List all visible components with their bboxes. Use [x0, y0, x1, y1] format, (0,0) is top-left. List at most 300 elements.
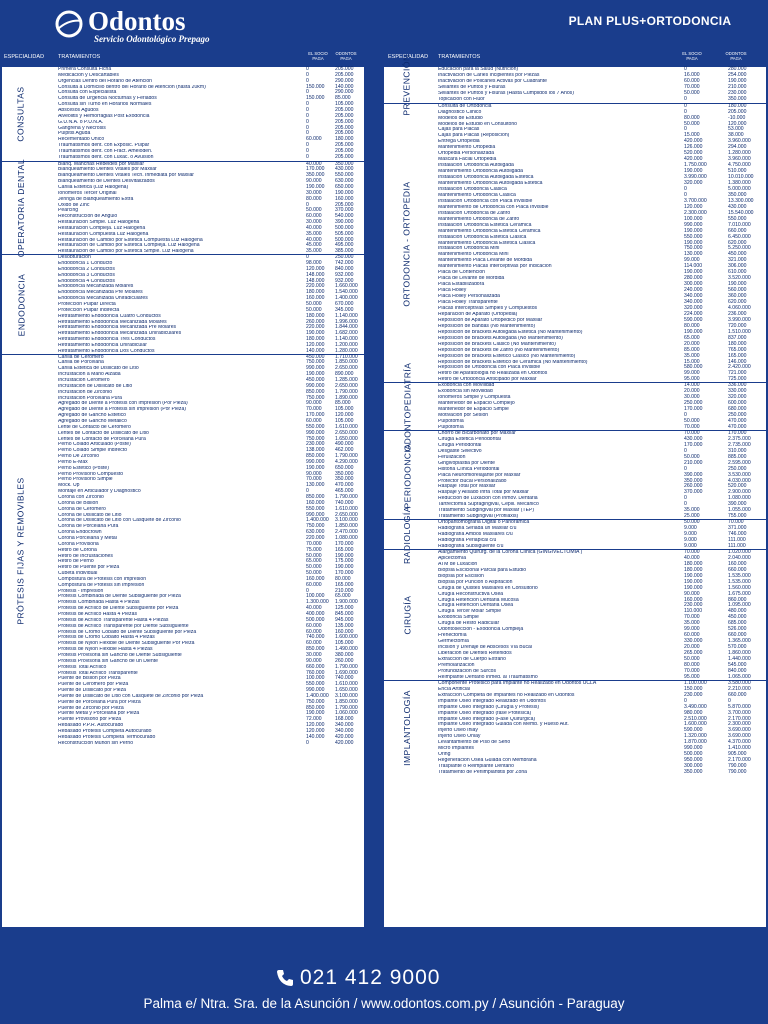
- treatment-name: Mantenedor de Espacio Simple: [438, 407, 509, 413]
- socio-paga-value: 0: [684, 95, 687, 102]
- treatment-name: Mock. Up: [58, 483, 80, 489]
- socio-paga-value: 400.000: [306, 611, 325, 618]
- odontos-paga-value: 746.000: [728, 531, 747, 538]
- treatment-name: Retiro de Corona: [58, 547, 97, 553]
- odontos-paga-value: 790.000: [728, 769, 747, 776]
- socio-paga-value: 9.000: [684, 542, 697, 549]
- odontos-paga-value: 2.595.000: [728, 459, 751, 466]
- table-row: [438, 705, 766, 711]
- treatment-name: Mantenimiento Placa Levante de Mordida: [438, 258, 533, 264]
- socio-paga-value: 50.000: [306, 552, 322, 559]
- socio-paga-value: 150.000: [306, 95, 325, 102]
- odontos-paga-value: 175.000: [335, 558, 354, 565]
- odontos-paga-value: 4.290.000: [335, 458, 358, 465]
- odontos-paga-value: 2.040.000: [728, 554, 751, 561]
- socio-paga-value: 25.000: [684, 513, 700, 520]
- treatment-name: Pulpitis Aguda: [58, 131, 91, 137]
- odontos-paga-value: 390.000: [728, 501, 747, 508]
- odontos-paga-value: 205.000: [335, 130, 354, 137]
- odontos-paga-value: 13.300.000: [728, 197, 754, 204]
- odontos-paga-value: 180.000: [728, 340, 747, 347]
- socio-paga-value: 990.000: [306, 365, 325, 372]
- treatment-name: Implante Óseo Integrado (Fase Quirúrgica): [438, 716, 536, 722]
- treatment-name: Corona de Porcelana Pura: [58, 524, 119, 530]
- socio-paga-value: 190.000: [684, 584, 703, 591]
- treatment-name: Rebasado P.P.R. Autocurado: [58, 723, 124, 729]
- treatment-name: Traumatismos dent. con Luxac. o Avulsión: [58, 154, 154, 160]
- odontos-paga-value: 15.540.000: [728, 209, 754, 216]
- odontos-paga-value: 345.000: [335, 306, 354, 313]
- socio-paga-value: 3.700.000: [684, 197, 707, 204]
- odontos-paga-value: 340.000: [335, 728, 354, 735]
- treatment-name: Mantenimiento Ortodoncia Autoligada: [438, 169, 523, 175]
- treatment-name: Retiro de Puente por Pieza: [58, 565, 120, 571]
- treatment-name: G.U.N.A. o P.U.N.A.: [58, 119, 104, 125]
- socio-paga-value: 160.000: [684, 596, 703, 603]
- odontos-paga-value: 320.000: [728, 394, 747, 401]
- socio-paga-value: 70.000: [306, 476, 322, 483]
- table-row: [438, 73, 766, 79]
- socio-paga-value: 60.000: [306, 213, 322, 220]
- odontos-paga-value: 1.280.000: [728, 150, 751, 157]
- table-row: [438, 449, 766, 455]
- odontos-paga-value: 350.000: [335, 476, 354, 483]
- socio-paga-value: 130.000: [684, 251, 703, 258]
- table-row: [438, 407, 766, 413]
- col-socio-paga: EL SOCIO PAGA: [308, 51, 328, 61]
- treatment-name: Retiro de Aparatologia no Realizada en Odontos: [438, 371, 548, 377]
- treatment-name: Agregado de Diente a Prótesis con Impresión (Por Pieza): [58, 401, 188, 407]
- table-row: [438, 151, 766, 157]
- treatment-name: Placa de Contencion: [438, 270, 486, 276]
- treatment-name: Chorro de Bicarbonato por Maxilar: [438, 430, 516, 436]
- treatment-name: Restauración de Cambio por Estética Simple. Luz Halógena: [58, 249, 194, 255]
- socio-paga-value: 990.000: [684, 221, 703, 228]
- odontos-paga-value: 740.000: [335, 675, 354, 682]
- treatment-name: Implante Óseo Integrado (Cirugía y Prótesis): [438, 704, 540, 710]
- socio-paga-value: 340.000: [684, 293, 703, 300]
- socio-paga-value: 60.000: [306, 136, 322, 143]
- table-row: [438, 157, 766, 163]
- table-row: [438, 401, 766, 407]
- odontos-paga-value: 540.000: [335, 213, 354, 220]
- table-row: [438, 354, 766, 360]
- odontos-paga-value: 2.420.000: [728, 364, 751, 371]
- treatment-name: Alveolitis y Hemorragias Post Exodoncia: [58, 113, 150, 119]
- table-row: [438, 258, 766, 264]
- odontos-paga-value: 620.000: [728, 239, 747, 246]
- socio-paga-value: 0: [684, 412, 687, 419]
- odontos-paga-value: 420.000: [335, 733, 354, 740]
- treatment-name: Frenectomía: [438, 633, 467, 639]
- socio-paga-value: 240.000: [684, 287, 703, 294]
- socio-paga-value: 150.000: [684, 685, 703, 692]
- socio-paga-value: 180.000: [306, 312, 325, 319]
- table-row: [438, 360, 766, 366]
- treatment-name: Radiografía Ambos Maxilares c/u: [438, 532, 513, 538]
- odontos-paga-value: 837.000: [728, 334, 747, 341]
- treatment-name: Cirugía Reconstructiva Ósea: [438, 591, 504, 597]
- odontos-paga-value: 905.000: [728, 751, 747, 758]
- odontos-paga-value: 3.580.000: [728, 679, 751, 686]
- odontos-paga-value: 3.100.000: [335, 517, 358, 524]
- socio-paga-value: 1.320.000: [684, 733, 707, 740]
- odontos-paga-value: 1.996.000: [335, 318, 358, 325]
- treatment-name: Prótesis de Acrílico Transparente por Diente Subsiguiente: [58, 623, 189, 629]
- socio-paga-value: 1.750.000: [684, 162, 707, 169]
- treatment-name: Corona Endocrown: [58, 530, 102, 536]
- socio-paga-value: 750.000: [684, 245, 703, 252]
- treatment-name: Biopsia Escicional Parcial para Estudio: [438, 567, 527, 573]
- socio-paga-value: 520.000: [684, 150, 703, 157]
- socio-paga-value: 750.000: [306, 698, 325, 705]
- odontos-paga-value: 1.560.000: [728, 584, 751, 591]
- treatment-name: Endodoncia 1 Conducto: [58, 261, 113, 267]
- odontos-paga-value: 210.000: [335, 587, 354, 594]
- odontos-paga-value: 260.000: [335, 657, 354, 664]
- brand-name: Odontos: [88, 6, 186, 36]
- treatment-name: Extraccion Completa de Implantes no Realizado en Odontos: [438, 692, 575, 698]
- odontos-paga-value: 105.000: [335, 640, 354, 647]
- treatment-name: Biopsia por Punción o Aspiración: [438, 579, 513, 585]
- socio-paga-value: 100.000: [684, 215, 703, 222]
- socio-paga-value: 0: [306, 89, 309, 96]
- treatment-name: Instalacion Ortodoncia Estetica Ceramica: [438, 222, 532, 228]
- category-label: [2, 67, 40, 161]
- odontos-paga-value: 160.000: [335, 628, 354, 635]
- col-socio-paga: EL SOCIO PAGA: [682, 51, 702, 61]
- socio-paga-value: 70.000: [684, 614, 700, 621]
- table-row: [438, 562, 766, 568]
- socio-paga-value: 2.510.000: [684, 715, 707, 722]
- socio-paga-value: 190.000: [684, 168, 703, 175]
- treatment-name: Recementado Unico: [58, 137, 105, 143]
- treatment-name: Tartrectomía Supragingival, Cepill. Mecánico: [438, 502, 539, 508]
- socio-paga-value: 0: [684, 495, 687, 502]
- treatment-name: Mantenimiento de Ortodoncia con Placa Invisible: [438, 204, 549, 210]
- socio-paga-value: 40.000: [306, 224, 322, 231]
- table-row: [438, 479, 766, 485]
- odontos-paga-value: 840.000: [335, 265, 354, 272]
- table-row: [438, 306, 766, 312]
- odontos-paga-value: 490.000: [335, 441, 354, 448]
- odontos-paga-value: 205.000: [335, 124, 354, 131]
- socio-paga-value: 9.000: [684, 531, 697, 538]
- table-row: [438, 568, 766, 574]
- socio-paga-value: 30.000: [306, 189, 322, 196]
- treatment-name: Componente Protésico para Implante no Realizado en Odontos UCLA: [438, 680, 597, 686]
- treatment-name: Endodoncia Mecanizada Pre Molares: [58, 290, 143, 296]
- odontos-paga-value: 570.000: [728, 644, 747, 651]
- table-row: [438, 556, 766, 562]
- odontos-paga-value: 1.844.000: [335, 324, 358, 331]
- socio-paga-value: 50.000: [684, 89, 700, 96]
- treatment-name: Ionómeros Simple y Compuesta: [438, 395, 511, 401]
- socio-paga-value: 70.000: [684, 423, 700, 430]
- table-row: [438, 235, 766, 241]
- treatment-name: Exodoncia con Movilidad: [438, 383, 495, 389]
- odontos-paga-value: 721.000: [728, 370, 747, 377]
- socio-paga-value: 320.000: [684, 304, 703, 311]
- treatment-name: Agregado de Gancho Metálico: [58, 418, 127, 424]
- odontos-paga-value: 336.000: [728, 382, 747, 389]
- socio-paga-value: 95.000: [684, 673, 700, 680]
- category-name: ORTODONCIA - ORTOPEDIA: [402, 180, 412, 307]
- table-row: [438, 348, 766, 354]
- odontos-paga-value: 650.000: [335, 183, 354, 190]
- odontos-paga-value: 105.000: [335, 101, 354, 108]
- odontos-paga-value: 3.700.000: [728, 709, 751, 716]
- table-row: [438, 300, 766, 306]
- odontos-paga-value: 165.000: [335, 581, 354, 588]
- odontos-paga-value: 1.080.000: [728, 495, 751, 502]
- treatment-name: Prótesis Combinada Hasta 4 Piezas: [58, 600, 140, 606]
- right-column-header: [384, 50, 766, 65]
- odontos-paga-value: 205.000: [335, 147, 354, 154]
- socio-paga-value: 850.000: [306, 453, 325, 460]
- treatment-name: Reposicion de Brackets Autoligada (No Mantenimiento): [438, 335, 563, 341]
- socio-paga-value: 50.000: [684, 656, 700, 663]
- socio-paga-value: 9.000: [684, 525, 697, 532]
- table-row: [438, 526, 766, 532]
- table-row: [438, 199, 766, 205]
- socio-paga-value: 80.000: [306, 195, 322, 202]
- table-row: [438, 336, 766, 342]
- odontos-paga-value: 1.535.000: [728, 572, 751, 579]
- treatment-name: Pearcing: [58, 208, 79, 214]
- odontos-paga-value: 380.000: [335, 651, 354, 658]
- socio-paga-value: 80.000: [684, 114, 700, 121]
- socio-paga-value: 760.000: [306, 669, 325, 676]
- treatment-name: Compostura de Prótesis sin Impresión: [58, 582, 145, 588]
- treatment-name: Instalacion Ortodoncia Mini: [438, 246, 500, 252]
- table-row: [438, 586, 766, 592]
- socio-paga-value: 750.000: [306, 435, 325, 442]
- treatment-name: Agregado de Diente a Prótesis sin Impresión (Por Pieza): [58, 407, 186, 413]
- treatment-name: Corona de Disilicato de Litio: [58, 512, 122, 518]
- socio-paga-value: 0: [684, 126, 687, 133]
- odontos-paga-value: 350.000: [728, 95, 747, 102]
- treatment-name: Reparacion de Aparato (Ortopedia): [438, 311, 518, 317]
- socio-paga-value: 110.000: [684, 608, 703, 615]
- socio-paga-value: 0: [684, 185, 687, 192]
- treatment-name: Prótesis Provisoria sin Gancho de Diente Subsiguiente: [58, 652, 182, 658]
- treatment-name: Placa Holley Personalizada: [438, 294, 501, 300]
- socio-paga-value: 126.000: [684, 144, 703, 151]
- treatment-name: Endodoncia 4 Conductos: [58, 278, 115, 284]
- odontos-paga-value: 360.000: [728, 293, 747, 300]
- treatment-name: Incrustación a Mano Alzada: [58, 372, 121, 378]
- header: [0, 0, 768, 46]
- odontos-paga-value: 350.000: [335, 160, 354, 167]
- treatment-name: Consulta a Domicilio dentro del Horario de Atención (hasta 20km): [58, 84, 206, 90]
- socio-paga-value: 90.000: [306, 178, 322, 185]
- treatment-name: Primera Consulta Ficha: [58, 67, 112, 72]
- socio-paga-value: 20.000: [684, 388, 700, 395]
- odontos-paga-value: 2.650.000: [335, 382, 358, 389]
- treatment-name: Reposicion de Brackets Autoligada Estetica (No Mantenimiento): [438, 329, 583, 335]
- socio-paga-value: 1.400.000: [306, 692, 329, 699]
- table-row: [438, 276, 766, 282]
- treatment-name: Reimplante Dentario Inmed. al Traumatismo: [438, 674, 538, 680]
- odontos-paga-value: 180.000: [728, 102, 747, 109]
- socio-paga-value: 70.000: [306, 406, 322, 413]
- table-row: [438, 122, 766, 128]
- odontos-paga-value: 306.000: [728, 263, 747, 270]
- treatment-name: Pulpotomía: [438, 424, 464, 430]
- treatment-name: Prótesis Total Acrílico: [58, 664, 107, 670]
- socio-paga-value: 990.000: [306, 429, 325, 436]
- treatment-name: Cirugía de Quistes Maxilares en Consultorio: [438, 585, 538, 591]
- treatment-name: Restauración Compleja. Luz Halógena: [58, 225, 146, 231]
- socio-paga-value: 80.000: [684, 322, 700, 329]
- odontos-paga-value: 4.060.000: [728, 304, 751, 311]
- odontos-paga-value: 135.000: [335, 622, 354, 629]
- brand-tagline: Servicio Odontológico Prepago: [94, 34, 210, 44]
- odontos-paga-value: 120.000: [335, 412, 354, 419]
- treatment-name: Carilla de Ceromero: [58, 354, 104, 360]
- socio-paga-value: 550.000: [306, 681, 325, 688]
- treatment-name: Jeringa de Blanqueamiento Extra: [58, 196, 134, 202]
- socio-paga-value: 50.000: [306, 207, 322, 214]
- table-row: [438, 79, 766, 85]
- treatment-name: Ferulización: [438, 454, 466, 460]
- table-row: [438, 651, 766, 657]
- odontos-paga-value: 885.000: [728, 453, 747, 460]
- odontos-paga-value: 170.000: [728, 429, 747, 436]
- odontos-paga-value: 340.000: [335, 722, 354, 729]
- table-row: [438, 205, 766, 211]
- socio-paga-value: 70.000: [684, 83, 700, 90]
- odontos-paga-value: 1.790.000: [335, 494, 358, 501]
- odontos-paga-value: 371.000: [728, 525, 747, 532]
- odontos-paga-value: 1.410.000: [728, 745, 751, 752]
- socio-paga-value: 0: [306, 587, 309, 594]
- socio-paga-value: 50.000: [306, 306, 322, 313]
- socio-paga-value: 15.000: [684, 358, 700, 365]
- socio-paga-value: 550.000: [306, 505, 325, 512]
- odontos-paga-value: 1.510.000: [728, 328, 751, 335]
- treatment-name: Agregado de Gancho Estético: [58, 413, 126, 419]
- socio-paga-value: 550.000: [684, 233, 703, 240]
- category-name: CONSULTAS: [16, 86, 27, 142]
- socio-paga-value: 140.000: [306, 347, 325, 354]
- odontos-paga-value: 1.850.000: [335, 359, 358, 366]
- socio-paga-value: 100.000: [306, 675, 325, 682]
- socio-paga-value: 30.000: [684, 394, 700, 401]
- treatment-name: Ionómeros Tercer Original: [58, 190, 117, 196]
- odontos-paga-value: 1.900.000: [335, 599, 358, 606]
- treatment-name: Apicectomía: [438, 555, 467, 561]
- socio-paga-value: 850.000: [306, 494, 325, 501]
- odontos-paga-value: 165.000: [335, 546, 354, 553]
- table-row: [438, 598, 766, 604]
- treatment-name: Germectomía: [438, 639, 469, 645]
- table-row: [438, 592, 766, 598]
- table-row: [438, 532, 766, 538]
- odontos-paga-value: 7.010.000: [728, 221, 751, 228]
- socio-paga-value: 260.000: [306, 318, 325, 325]
- odontos-paga-value: 2.650.000: [335, 511, 358, 518]
- table-row: [438, 538, 766, 544]
- category-name: PREVENCIÓN: [402, 54, 412, 116]
- table-row: [58, 741, 364, 747]
- socio-paga-value: 340.000: [684, 299, 703, 306]
- treatment-name: Biopsia por Escisión: [438, 573, 484, 579]
- treatment-name: Blanq. Manchas Rebeldes por Maxilar: [58, 161, 145, 167]
- odontos-paga-value: 890.000: [335, 371, 354, 378]
- odontos-paga-value: 254.000: [728, 71, 747, 78]
- socio-paga-value: 60.000: [684, 77, 700, 84]
- odontos-paga-value: 465.000: [335, 488, 354, 495]
- treatment-name: Reposicion de Brackets Estetico de Ceramica (No Mantenimiento): [438, 359, 588, 365]
- treatment-name: Diagnostico Clinico: [438, 109, 482, 115]
- odontos-paga-value: 6.450.000: [728, 233, 751, 240]
- socio-paga-value: 40.000: [306, 160, 322, 167]
- socio-paga-value: 98.000: [306, 260, 322, 267]
- odontos-paga-value: 1.710.000: [335, 353, 358, 360]
- socio-paga-value: 0: [684, 501, 687, 508]
- socio-paga-value: 450.000: [306, 377, 325, 384]
- odontos-paga-value: 280.000: [728, 66, 747, 72]
- odontos-paga-value: 250.000: [728, 412, 747, 419]
- socio-paga-value: 220.000: [306, 324, 325, 331]
- treatment-name: Endodoncia 3 Conductos: [58, 272, 115, 278]
- odontos-paga-value: 2.650.000: [335, 429, 358, 436]
- treatment-name: Mantenimiento Ortodoncia Mini: [438, 252, 509, 258]
- socio-paga-value: 35.000: [684, 507, 700, 514]
- socio-paga-value: 320.000: [684, 180, 703, 187]
- odontos-paga-value: 1.850.000: [335, 523, 358, 530]
- treatment-name: Prótesis de Nylon Flexible Hasta 4 Piezas: [58, 647, 153, 653]
- footer: [0, 930, 768, 1024]
- odontos-paga-value: 230.000: [728, 89, 747, 96]
- odontos-paga-value: 860.000: [728, 596, 747, 603]
- treatment-name: Incrustación de Disilicato de Litio: [58, 383, 133, 389]
- table-row: [438, 455, 766, 461]
- odontos-paga-value: 3.990.000: [728, 316, 751, 323]
- odontos-paga-value: 470.000: [728, 418, 747, 425]
- odontos-paga-value: 500.000: [335, 236, 354, 243]
- odontos-paga-value: 1.610.000: [335, 423, 358, 430]
- col-odontos-paga: ODONTOS PAGA: [725, 51, 747, 61]
- treatment-name: Cubeta Individual: [58, 571, 98, 577]
- treatment-name: Perno Colado Simple Indirecto: [58, 448, 128, 454]
- odontos-paga-value: 190.000: [728, 281, 747, 288]
- odontos-paga-value: 205.000: [335, 112, 354, 119]
- odontos-paga-value: 630.000: [335, 178, 354, 185]
- odontos-paga-value: 370.000: [335, 207, 354, 214]
- socio-paga-value: 0: [306, 147, 309, 154]
- odontos-paga-value: 1.660.000: [335, 283, 358, 290]
- socio-paga-value: 50.000: [306, 300, 322, 307]
- treatment-name: Radiografía Periapical c/u: [438, 538, 497, 544]
- odontos-paga-value: 1.400.000: [335, 295, 358, 302]
- odontos-paga-value: 755.000: [728, 513, 747, 520]
- odontos-paga-value: 945.000: [335, 616, 354, 623]
- treatment-name: Traumatismos dent. con Fract. Ameloden.: [58, 148, 153, 154]
- treatment-name: Educación para la Salud (Nutrición): [438, 67, 519, 72]
- socio-paga-value: 35.000: [684, 620, 700, 627]
- socio-paga-value: 990.000: [684, 745, 703, 752]
- socio-paga-value: 0: [306, 201, 309, 208]
- odontos-paga-value: 140.000: [335, 83, 354, 90]
- socio-paga-value: 170.000: [306, 166, 325, 173]
- treatment-name: Incrustación Ceromero: [58, 378, 110, 384]
- treatment-name: Rebasado Prótesis Completa Autocurado: [58, 729, 152, 735]
- socio-paga-value: 0: [306, 101, 309, 108]
- odontos-paga-value: 2.470.000: [335, 529, 358, 536]
